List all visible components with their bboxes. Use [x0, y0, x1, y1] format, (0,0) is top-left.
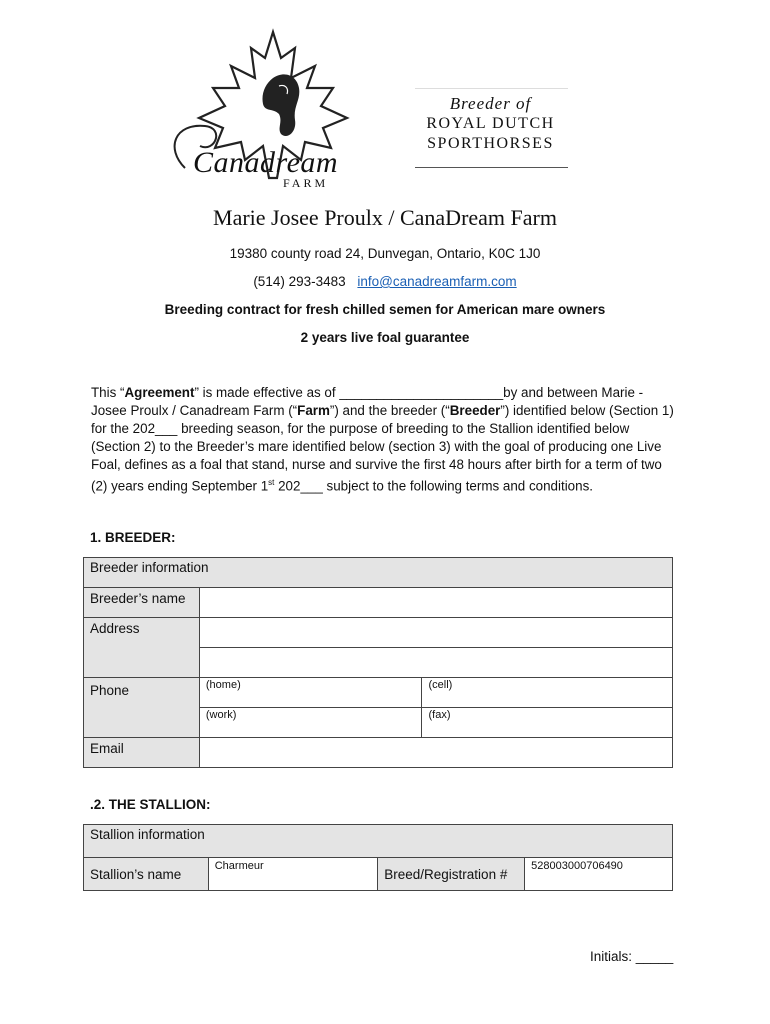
stallion-info-table: [83, 824, 673, 891]
badge-line3: SPORTHORSES: [427, 135, 554, 152]
cell-phone-label: (cell): [428, 679, 453, 691]
canadream-farm-logo: [155, 28, 365, 193]
contract-title: Breeding contract for fresh chilled semen for American mare owners: [164, 302, 606, 317]
document-title: Marie Josee Proulx / CanaDream Farm: [213, 205, 557, 230]
agreement-text-2: ” is made effective as of ______________________by and between Marie - Josee Proulx / Canadream Farm (“: [91, 385, 644, 418]
email-link[interactable]: info@canadreamfarm.com: [357, 274, 517, 289]
breeder-table-header: Breeder information: [84, 558, 673, 588]
breeder-name-label: Breeder’s name: [84, 588, 200, 618]
email-field[interactable]: [199, 738, 672, 768]
badge-top-rule: [415, 88, 568, 89]
work-phone-label: (work): [205, 709, 237, 721]
stallion-name-value: Charmeur: [214, 860, 264, 872]
farm-bold: Farm: [297, 403, 330, 418]
badge-bottom-rule: [415, 167, 568, 168]
agreement-text-3: ”) and the breeder (“: [329, 403, 450, 418]
logo-brand-text: Canadream: [193, 146, 339, 179]
stallion-name-field[interactable]: [208, 858, 378, 891]
address-label: Address: [84, 618, 200, 678]
breed-registration-value: 528003000706490: [531, 860, 623, 872]
phone-label: Phone: [84, 678, 200, 738]
stallion-name-label: Stallion’s name: [84, 858, 209, 891]
home-phone-label: (home): [205, 679, 241, 691]
badge-line2: ROYAL DUTCH: [426, 115, 555, 132]
phone-number: (514) 293-3483: [253, 274, 346, 289]
agreement-text-5: 202___ subject to the following terms and conditions.: [274, 478, 593, 494]
breeder-badge: [413, 88, 568, 168]
section2-heading: .2. THE STALLION:: [90, 797, 211, 812]
breed-registration-field[interactable]: [525, 858, 673, 891]
breed-registration-label: Breed/Registration #: [378, 858, 525, 891]
address-field-2[interactable]: [199, 648, 672, 678]
breeder-info-table: [83, 557, 673, 768]
fax-label: (fax): [428, 709, 451, 721]
contact-line: [0, 274, 770, 289]
logo-sub-text: FARM: [283, 176, 329, 190]
section1-heading: 1. BREEDER:: [90, 530, 176, 545]
address-field-1[interactable]: [199, 618, 672, 648]
ordinal-suffix: st: [268, 478, 275, 487]
initials-line: Initials: _____: [590, 949, 674, 964]
breeder-bold: Breeder: [449, 403, 501, 418]
fax-field[interactable]: [422, 708, 673, 738]
farm-address: 19380 county road 24, Dunvegan, Ontario, K0C 1J0: [229, 246, 541, 261]
agreement-paragraph: [91, 384, 681, 495]
agreement-bold: Agreement: [124, 385, 195, 400]
agreement-text-4: ”) identified below (Section 1) for the 202___ breeding season, for the purpose of breeding to the Stallion identified below (Section 2) to the Breeder’s mare identified below (section 3) with the goal of producing one Live Foal, defines as a foal that stand, nurse and survive the first 48 hours after birth for a term of two (2) years ending September 1: [91, 403, 674, 494]
agreement-text-1: This “: [91, 385, 125, 400]
work-phone-field[interactable]: [199, 708, 422, 738]
cell-phone-field[interactable]: [422, 678, 673, 708]
email-label: Email: [84, 738, 200, 768]
stallion-table-header: Stallion information: [84, 825, 673, 858]
badge-line1: Breeder of: [449, 94, 532, 113]
guarantee-line: 2 years live foal guarantee: [300, 330, 470, 345]
home-phone-field[interactable]: [199, 678, 422, 708]
breeder-name-field[interactable]: [199, 588, 672, 618]
